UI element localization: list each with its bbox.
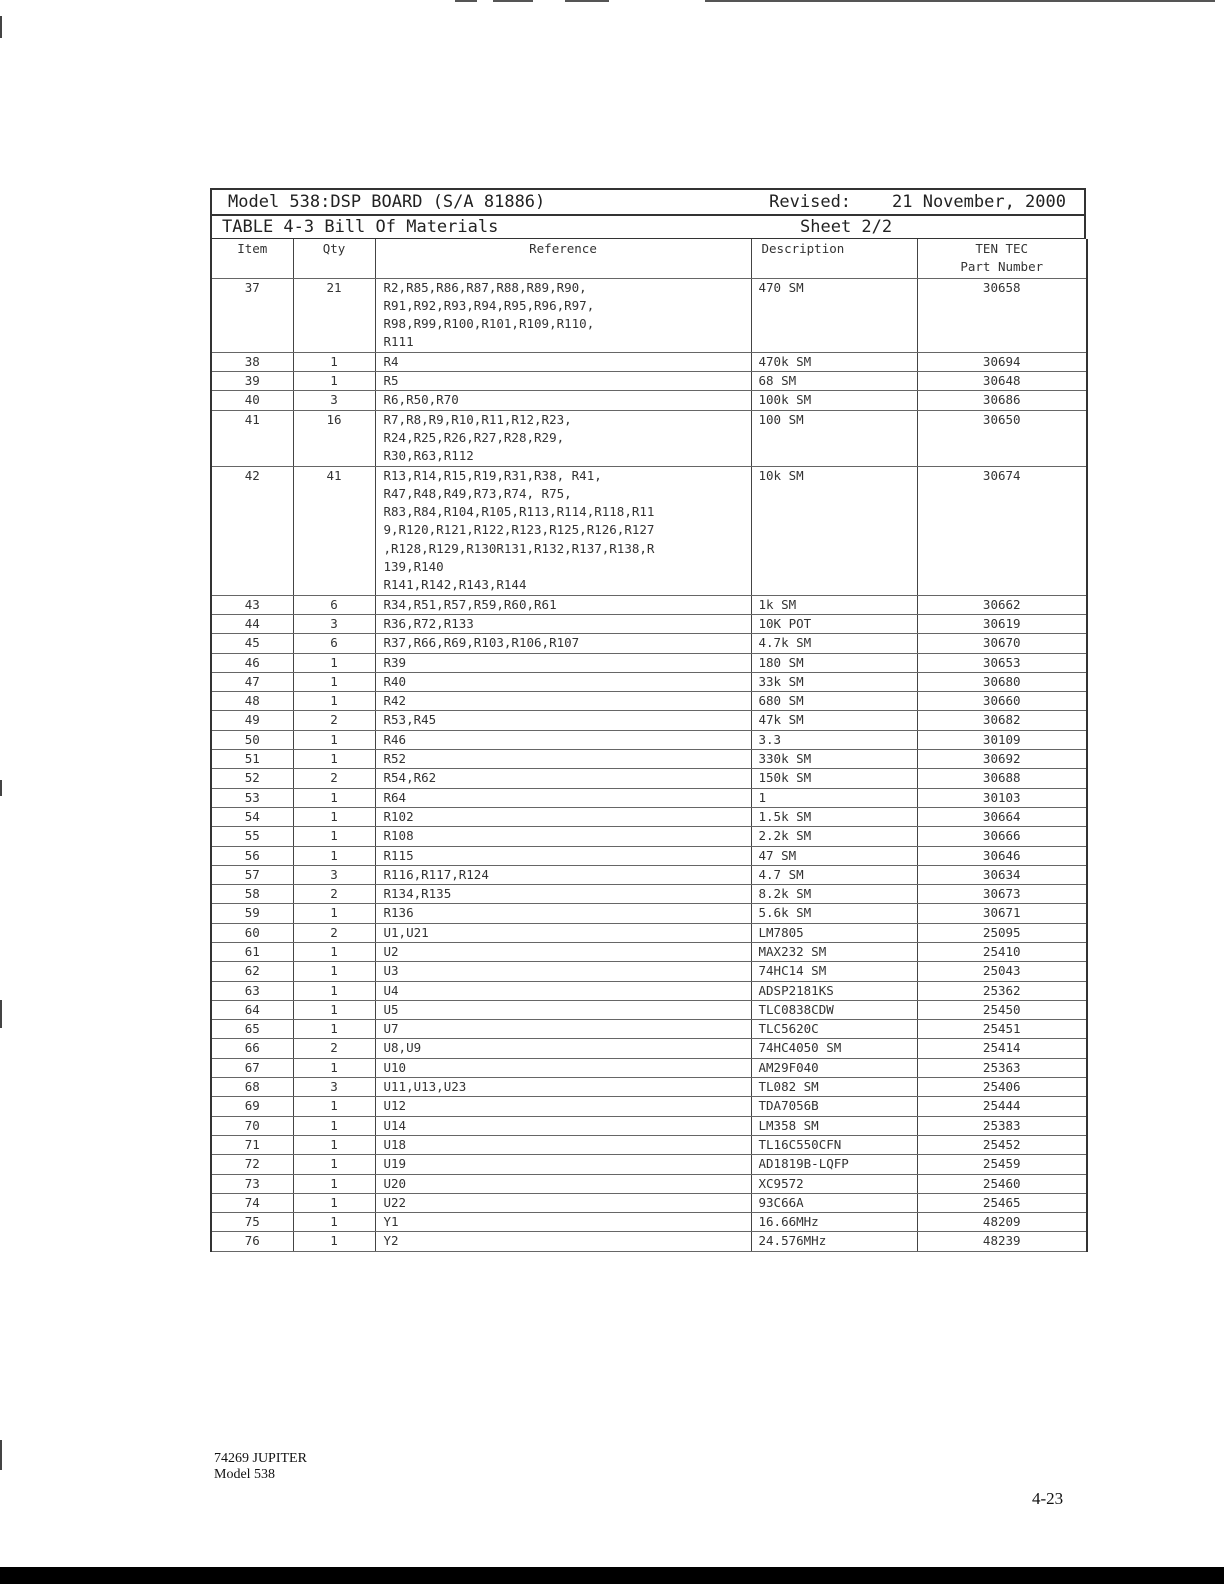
item-cell: 53 (211, 788, 293, 807)
item-cell: 56 (211, 846, 293, 865)
table-row (211, 1155, 1087, 1174)
item-cell: 48 (211, 692, 293, 711)
qty-cell: 1 (293, 942, 375, 961)
footer-line-2: Model 538 (214, 1467, 276, 1482)
revised-label: Revised: (769, 192, 852, 212)
reference-cell: U3 (375, 962, 751, 981)
reference-cell: U14 (375, 1116, 751, 1135)
description-cell: MAX232 SM (751, 942, 917, 961)
reference-cell: R42 (375, 692, 751, 711)
description-cell: 100 SM (751, 410, 917, 466)
part-number-cell: 25363 (917, 1058, 1087, 1077)
item-cell: 75 (211, 1213, 293, 1232)
qty-cell: 1 (293, 846, 375, 865)
revision (769, 192, 1066, 212)
reference-cell: R34,R51,R57,R59,R60,R61 (375, 595, 751, 614)
qty-cell: 1 (293, 1020, 375, 1039)
reference-cell: R53,R45 (375, 711, 751, 730)
reference-cell: R5 (375, 372, 751, 391)
table-row (211, 865, 1087, 884)
description-cell: 47k SM (751, 711, 917, 730)
qty-cell: 1 (293, 653, 375, 672)
description-cell: TL082 SM (751, 1078, 917, 1097)
part-number-cell: 30694 (917, 352, 1087, 371)
footer-product (214, 1451, 307, 1483)
description-cell: 16.66MHz (751, 1213, 917, 1232)
table-row (211, 1193, 1087, 1212)
table-row (211, 1213, 1087, 1232)
table-header-title (210, 214, 1086, 239)
scan-edge-mark (0, 1440, 2, 1470)
part-number-cell: 25383 (917, 1116, 1087, 1135)
part-number-cell: 25451 (917, 1020, 1087, 1039)
item-cell: 60 (211, 923, 293, 942)
description-cell: TLC0838CDW (751, 1000, 917, 1019)
table-title: TABLE 4-3 Bill Of Materials (222, 217, 499, 237)
item-cell: 62 (211, 962, 293, 981)
item-cell: 44 (211, 614, 293, 633)
table-row (211, 1078, 1087, 1097)
qty-cell: 3 (293, 1078, 375, 1097)
part-number-cell: 30660 (917, 692, 1087, 711)
reference-cell: U19 (375, 1155, 751, 1174)
item-cell: 45 (211, 634, 293, 653)
reference-cell: R2,R85,R86,R87,R88,R89,R90, R91,R92,R93,R94,R95,R96,R97, R98,R99,R100,R101,R109,R110, R111 (375, 278, 751, 352)
description-cell: 8.2k SM (751, 885, 917, 904)
reference-cell: U12 (375, 1097, 751, 1116)
description-cell: 680 SM (751, 692, 917, 711)
qty-cell: 1 (293, 1213, 375, 1232)
qty-cell: 6 (293, 595, 375, 614)
table-row (211, 1097, 1087, 1116)
item-cell: 65 (211, 1020, 293, 1039)
col-part-number: TEN TEC Part Number (917, 239, 1087, 278)
description-cell: 74HC4050 SM (751, 1039, 917, 1058)
reference-cell: R37,R66,R69,R103,R106,R107 (375, 634, 751, 653)
col-qty: Qty (293, 239, 375, 278)
part-number-cell: 30648 (917, 372, 1087, 391)
reference-cell: Y1 (375, 1213, 751, 1232)
reference-cell: U7 (375, 1020, 751, 1039)
table-row (211, 788, 1087, 807)
table-row (211, 372, 1087, 391)
table-row (211, 1039, 1087, 1058)
bom-rows (211, 278, 1087, 1251)
part-number-cell: 30634 (917, 865, 1087, 884)
column-headers (211, 239, 1087, 278)
reference-cell: R4 (375, 352, 751, 371)
item-cell: 51 (211, 750, 293, 769)
qty-cell: 1 (293, 1058, 375, 1077)
table-row (211, 769, 1087, 788)
part-number-cell: 30692 (917, 750, 1087, 769)
part-number-cell: 25459 (917, 1155, 1087, 1174)
description-cell: AM29F040 (751, 1058, 917, 1077)
item-cell: 39 (211, 372, 293, 391)
description-cell: TDA7056B (751, 1097, 917, 1116)
reference-cell: U4 (375, 981, 751, 1000)
part-number-cell: 25095 (917, 923, 1087, 942)
part-number-cell: 30671 (917, 904, 1087, 923)
qty-cell: 3 (293, 865, 375, 884)
part-number-cell: 30664 (917, 807, 1087, 826)
part-number-cell: 30109 (917, 730, 1087, 749)
reference-cell: R54,R62 (375, 769, 751, 788)
description-cell: 1 (751, 788, 917, 807)
description-cell: 68 SM (751, 372, 917, 391)
qty-cell: 41 (293, 466, 375, 595)
part-number-cell: 25465 (917, 1193, 1087, 1212)
table-row (211, 942, 1087, 961)
qty-cell: 1 (293, 827, 375, 846)
scan-bottom-border (0, 1567, 1224, 1584)
reference-cell: U1,U21 (375, 923, 751, 942)
col-item: Item (211, 239, 293, 278)
table-row (211, 711, 1087, 730)
qty-cell: 2 (293, 885, 375, 904)
item-cell: 52 (211, 769, 293, 788)
description-cell: 33k SM (751, 672, 917, 691)
description-cell: 330k SM (751, 750, 917, 769)
qty-cell: 1 (293, 672, 375, 691)
part-number-cell: 30666 (917, 827, 1087, 846)
part-number-cell: 25460 (917, 1174, 1087, 1193)
reference-cell: U11,U13,U23 (375, 1078, 751, 1097)
description-cell: 4.7k SM (751, 634, 917, 653)
table-row (211, 614, 1087, 633)
item-cell: 55 (211, 827, 293, 846)
table-row (211, 981, 1087, 1000)
table-row (211, 730, 1087, 749)
page-number: 4-23 (1032, 1489, 1064, 1508)
item-cell: 67 (211, 1058, 293, 1077)
item-cell: 50 (211, 730, 293, 749)
reference-cell: Y2 (375, 1232, 751, 1251)
reference-cell: U10 (375, 1058, 751, 1077)
description-cell: LM7805 (751, 923, 917, 942)
description-cell: 10k SM (751, 466, 917, 595)
item-cell: 46 (211, 653, 293, 672)
reference-cell: R36,R72,R133 (375, 614, 751, 633)
reference-cell: R64 (375, 788, 751, 807)
qty-cell: 6 (293, 634, 375, 653)
table-row (211, 1058, 1087, 1077)
part-number-cell: 30653 (917, 653, 1087, 672)
description-cell: 1.5k SM (751, 807, 917, 826)
reference-cell: R102 (375, 807, 751, 826)
table-row (211, 923, 1087, 942)
part-number-cell: 30674 (917, 466, 1087, 595)
item-cell: 68 (211, 1078, 293, 1097)
item-cell: 76 (211, 1232, 293, 1251)
table-row (211, 634, 1087, 653)
qty-cell: 2 (293, 711, 375, 730)
reference-cell: R108 (375, 827, 751, 846)
part-number-cell: 48209 (917, 1213, 1087, 1232)
qty-cell: 1 (293, 981, 375, 1000)
reference-cell: R136 (375, 904, 751, 923)
qty-cell: 1 (293, 730, 375, 749)
part-number-cell: 25043 (917, 962, 1087, 981)
item-cell: 54 (211, 807, 293, 826)
description-cell: LM358 SM (751, 1116, 917, 1135)
table-row (211, 692, 1087, 711)
part-number-cell: 30619 (917, 614, 1087, 633)
part-number-cell: 25410 (917, 942, 1087, 961)
reference-cell: U20 (375, 1174, 751, 1193)
part-number-cell: 30673 (917, 885, 1087, 904)
qty-cell: 2 (293, 769, 375, 788)
description-cell: 150k SM (751, 769, 917, 788)
item-cell: 41 (211, 410, 293, 466)
part-number-cell: 30646 (917, 846, 1087, 865)
item-cell: 43 (211, 595, 293, 614)
item-cell: 40 (211, 391, 293, 410)
description-cell: 24.576MHz (751, 1232, 917, 1251)
description-cell: AD1819B-LQFP (751, 1155, 917, 1174)
qty-cell: 1 (293, 372, 375, 391)
qty-cell: 2 (293, 1039, 375, 1058)
qty-cell: 1 (293, 750, 375, 769)
item-cell: 61 (211, 942, 293, 961)
description-cell: 47 SM (751, 846, 917, 865)
item-cell: 70 (211, 1116, 293, 1135)
reference-cell: R39 (375, 653, 751, 672)
item-cell: 63 (211, 981, 293, 1000)
part-number-cell: 30103 (917, 788, 1087, 807)
part-number-cell: 30682 (917, 711, 1087, 730)
model-title: Model 538:DSP BOARD (S/A 81886) (228, 192, 546, 212)
item-cell: 58 (211, 885, 293, 904)
item-cell: 71 (211, 1135, 293, 1154)
description-cell: TL16C550CFN (751, 1135, 917, 1154)
reference-cell: R52 (375, 750, 751, 769)
qty-cell: 1 (293, 692, 375, 711)
qty-cell: 1 (293, 1174, 375, 1193)
description-cell: 180 SM (751, 653, 917, 672)
part-number-cell: 30662 (917, 595, 1087, 614)
reference-cell: R46 (375, 730, 751, 749)
qty-cell: 1 (293, 1232, 375, 1251)
qty-cell: 1 (293, 1097, 375, 1116)
part-number-cell: 25450 (917, 1000, 1087, 1019)
description-cell: 93C66A (751, 1193, 917, 1212)
col-description: Description (751, 239, 917, 278)
part-number-cell: 25444 (917, 1097, 1087, 1116)
description-cell: 470 SM (751, 278, 917, 352)
scan-edge-mark (0, 780, 2, 796)
scan-edge-mark (0, 16, 2, 38)
description-cell: 4.7 SM (751, 865, 917, 884)
description-cell: 2.2k SM (751, 827, 917, 846)
description-cell: TLC5620C (751, 1020, 917, 1039)
table-row (211, 1135, 1087, 1154)
reference-cell: U2 (375, 942, 751, 961)
reference-cell: R40 (375, 672, 751, 691)
reference-cell: U8,U9 (375, 1039, 751, 1058)
table-row (211, 653, 1087, 672)
qty-cell: 1 (293, 962, 375, 981)
col-reference: Reference (375, 239, 751, 278)
table-row (211, 904, 1087, 923)
table-row (211, 750, 1087, 769)
table-row (211, 1232, 1087, 1251)
qty-cell: 1 (293, 352, 375, 371)
item-cell: 64 (211, 1000, 293, 1019)
table-row (211, 827, 1087, 846)
qty-cell: 1 (293, 1000, 375, 1019)
item-cell: 72 (211, 1155, 293, 1174)
table-header-model (210, 188, 1086, 214)
item-cell: 74 (211, 1193, 293, 1212)
qty-cell: 21 (293, 278, 375, 352)
item-cell: 49 (211, 711, 293, 730)
qty-cell: 1 (293, 788, 375, 807)
table-row (211, 807, 1087, 826)
table-row (211, 885, 1087, 904)
table-row (211, 595, 1087, 614)
part-number-cell: 30670 (917, 634, 1087, 653)
item-cell: 47 (211, 672, 293, 691)
table-row (211, 278, 1087, 352)
description-cell: 3.3 (751, 730, 917, 749)
qty-cell: 16 (293, 410, 375, 466)
reference-cell: U18 (375, 1135, 751, 1154)
table-row (211, 672, 1087, 691)
description-cell: ADSP2181KS (751, 981, 917, 1000)
item-cell: 66 (211, 1039, 293, 1058)
part-number-cell: 30658 (917, 278, 1087, 352)
description-cell: 100k SM (751, 391, 917, 410)
qty-cell: 1 (293, 1193, 375, 1212)
table-row (211, 410, 1087, 466)
bom-table (210, 239, 1088, 1252)
qty-cell: 3 (293, 614, 375, 633)
reference-cell: R116,R117,R124 (375, 865, 751, 884)
part-number-cell: 25406 (917, 1078, 1087, 1097)
table-row (211, 962, 1087, 981)
item-cell: 37 (211, 278, 293, 352)
description-cell: 1k SM (751, 595, 917, 614)
description-cell: 5.6k SM (751, 904, 917, 923)
item-cell: 73 (211, 1174, 293, 1193)
table-row (211, 846, 1087, 865)
item-cell: 38 (211, 352, 293, 371)
part-number-cell: 25452 (917, 1135, 1087, 1154)
part-number-cell: 25414 (917, 1039, 1087, 1058)
table-row (211, 391, 1087, 410)
bill-of-materials (210, 188, 1086, 1252)
part-number-cell: 25362 (917, 981, 1087, 1000)
table-row (211, 1174, 1087, 1193)
footer-line-1: 74269 JUPITER (214, 1451, 307, 1466)
description-cell: 74HC14 SM (751, 962, 917, 981)
part-number-cell: 30650 (917, 410, 1087, 466)
revised-date: 21 November, 2000 (892, 192, 1066, 212)
description-cell: 470k SM (751, 352, 917, 371)
table-row (211, 352, 1087, 371)
top-scan-rule (455, 0, 1215, 3)
table-row (211, 1020, 1087, 1039)
qty-cell: 1 (293, 1116, 375, 1135)
scan-edge-mark (0, 1000, 2, 1028)
description-cell: XC9572 (751, 1174, 917, 1193)
reference-cell: R7,R8,R9,R10,R11,R12,R23, R24,R25,R26,R27,R28,R29, R30,R63,R112 (375, 410, 751, 466)
part-number-cell: 30686 (917, 391, 1087, 410)
qty-cell: 3 (293, 391, 375, 410)
table-row (211, 1000, 1087, 1019)
item-cell: 42 (211, 466, 293, 595)
reference-cell: U5 (375, 1000, 751, 1019)
description-cell: 10K POT (751, 614, 917, 633)
item-cell: 57 (211, 865, 293, 884)
item-cell: 59 (211, 904, 293, 923)
reference-cell: U22 (375, 1193, 751, 1212)
reference-cell: R6,R50,R70 (375, 391, 751, 410)
qty-cell: 1 (293, 807, 375, 826)
part-number-cell: 48239 (917, 1232, 1087, 1251)
reference-cell: R115 (375, 846, 751, 865)
qty-cell: 1 (293, 1135, 375, 1154)
table-row (211, 466, 1087, 595)
qty-cell: 2 (293, 923, 375, 942)
qty-cell: 1 (293, 1155, 375, 1174)
reference-cell: R13,R14,R15,R19,R31,R38, R41, R47,R48,R49,R73,R74, R75, R83,R84,R104,R105,R113,R114,R118,R11 9,R120,R121,R122,R123,R125,R126,R127 ,R128,R129,R130R131,R132,R137,R138,R 139,R140 R141,R142,R143,R144 (375, 466, 751, 595)
part-number-cell: 30680 (917, 672, 1087, 691)
part-number-cell: 30688 (917, 769, 1087, 788)
item-cell: 69 (211, 1097, 293, 1116)
reference-cell: R134,R135 (375, 885, 751, 904)
sheet-number: Sheet 2/2 (800, 217, 893, 237)
table-row (211, 1116, 1087, 1135)
qty-cell: 1 (293, 904, 375, 923)
